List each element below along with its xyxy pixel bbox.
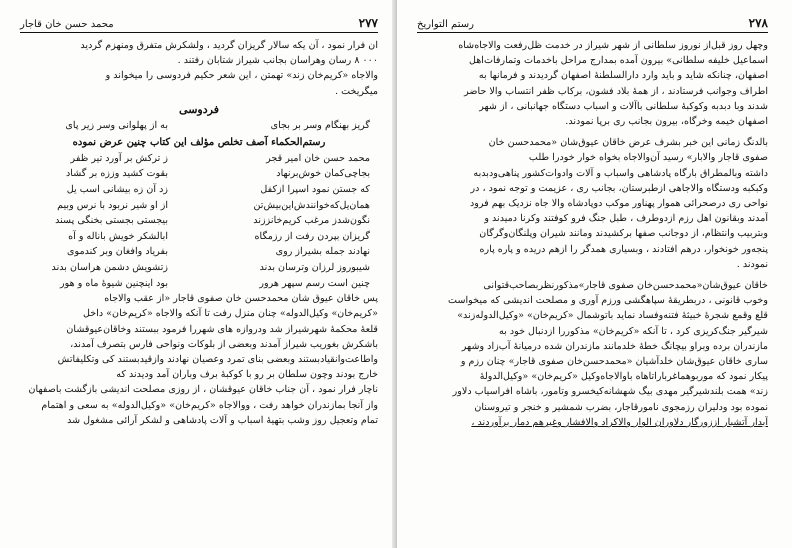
text-line: شیرگیر جنگ‌کریزی کرد ، تا آنکه «کریم‌خان» مذکوررا ازدنبال خود به: [498, 325, 768, 337]
left-page-running-title: محمد حسن خان قاجار: [20, 19, 114, 30]
right-page: [396, 0, 792, 548]
right-page-number: ۲۷۸: [748, 16, 768, 30]
paragraph: [417, 278, 768, 430]
text-line: آبدار آتشبار اززورگار دلاوران الوار والاکراد والافشار وغیرهم دمار برآوردند ،: [471, 416, 768, 428]
text-line: ان فرار نمود ، آن یکه سالار گریزان گردید ، ولشکرش متفرق ومنهزم گردید: [80, 40, 378, 51]
verse-row: [20, 276, 378, 292]
left-page-header: [20, 14, 378, 33]
text-line: پنجه‌ور خونخوار، درهم افتادند ، وبسیاری همدگر را ازهم دریده و پاره پاره: [479, 243, 768, 255]
verse-row: [20, 118, 378, 134]
verse-row: [20, 229, 378, 245]
right-page-running-title: رستم التواریخ: [417, 19, 474, 30]
verse-hemistich: همان‌یل‌که‌خوانندش‌این‌بیش‌تن: [253, 199, 370, 211]
text-line: قلع وقمع شجرهٔ خبیثهٔ فتنه‌وفساد نماید باتوشمال «کریم‌خان» «وکیل‌الدوله‌زند»: [457, 310, 768, 322]
verse-hemistich: بقوت کشید وززه بر گشاد: [66, 168, 168, 180]
text-line: خاقان عیوق‌شان«محمدحسن‌خان صفوی قاجار»مذکورنظربصاحب‌قتوانی: [483, 280, 768, 292]
verse-hemistich: چنین است رسم سپهر هرور: [259, 277, 370, 289]
text-line: زند» همت بلندشیرگیر مهدی بیگ شهشانه‌کیخسرو وتامور، باشاه افراسیاب دلاور: [452, 386, 768, 398]
text-line: ۰۰۰ ۸ رسان وهراسان بجانب شیراز شتابان رفتند .: [177, 55, 378, 67]
verse-row: [20, 182, 378, 198]
verse-hemistich: گریز بهنگام وسر بر بجای: [270, 120, 370, 132]
text-line: صفوی قاجار والابار» رسید آن‌والاجاه بخواه خوار خودرا طلب: [528, 152, 768, 164]
verse-row: [20, 198, 378, 214]
text-line: پیکار نمود که موربوهماغرباراتاهاه باوالاجاه‌وکیل «کریم‌خان» «وکیل‌الدولهٔ: [479, 371, 768, 383]
text-line: وچهل روز قبل‌از نوروز سلطانی از شهر شیراز در خدمت ظل‌رفعت والاجاه‌شاه: [458, 40, 768, 51]
poet-heading: فردوسی: [179, 102, 219, 116]
text-line: مازندران برده وبراو بیچانگ خطهٔ خلدمانند مازندران شده درمیانهٔ آب‌زاد وشهر: [461, 340, 768, 352]
text-line: شدند وبا دبدبه وکوکبهٔ سلطانی باآلات و اسباب دستگاه جهانبانی ، از شهر: [479, 100, 768, 112]
verse-row: [20, 213, 378, 229]
right-page-body: [417, 38, 768, 430]
verse-row: [20, 166, 378, 182]
verse-hemistich: بفریاد وافغان وبر کندموی: [66, 246, 168, 258]
verse-hemistich: محمد حسن خان امیر قجر: [266, 152, 370, 164]
verse-hemistich: نگون‌شدز مرغب کریم‌خانززند: [253, 215, 370, 227]
verse-hemistich: بجاچی‌کمان خوش‌برنهاد: [276, 168, 370, 180]
text-line: نمودند .: [736, 258, 768, 270]
verse-hemistich: که جستن نمود اسپرا ازکفل: [260, 184, 370, 195]
text-line: نواحی ری درصحرائی هموار پهناور موکب دوپادشاه والا جاه نزدیک بهم فرود: [469, 198, 768, 210]
verse-row: [20, 244, 378, 260]
verse-hemistich: بیجستی بجستی بخنگی پسند: [55, 215, 168, 227]
text-line: ساری خاقان عیوق‌شان خلدآشیان «محمدحسن‌خان صفوی قاجار» چنان رزم و: [460, 356, 768, 368]
text-line: تمام وتعجیل روز وشب بتهیهٔ اسباب و آلات پادشاهی و لشکر آرائی مشغول شد: [67, 414, 378, 426]
text-line: اطراف وجوانب فرستادند ، از همهٔ بلاد فشون، برکاب ظفر انتساب والا حاضر: [464, 85, 768, 97]
text-line: والاجاه «کریم‌خان زند» تهمتن ، این شعر حکیم فردوسی را میخواند و: [105, 70, 378, 82]
verse-hemistich: بود اینچنین شیوهٔ ماه و هور: [60, 277, 168, 289]
verse-hemistich: به از پهلوانی وسر زیر پای: [65, 120, 168, 132]
left-page-body: [20, 38, 378, 428]
text-line: وبتربیب وانتظام، از دوجانب صفها برکشیدند ومانند شیران وپلنگان‌وگرگان: [479, 228, 768, 240]
text-line: آمدند وبقانون اهل رزم ازدوطرف ، طبل جنگ فرو کوفتند وکرنا دمیدند و: [484, 213, 768, 225]
verse-row: [20, 260, 378, 276]
text-line: خارج بودند وچون سلطان بر رو با کوکبهٔ برف وباران آمد ودیدند که: [116, 369, 378, 381]
text-line: وخوب قانونی ، دربطریقهٔ سپاهگشی ورزم آوری و مصلحت اندیشی که میخواست: [448, 295, 768, 307]
verse-hemistich: نهادند جمله بشیراز روی: [275, 246, 370, 258]
text-line: بالدنگ زمانی این خبر بشرف عرض خاقان عیوق‌شان «محمدحسن خان: [488, 137, 768, 149]
paragraph: [417, 135, 768, 272]
text-line: ناچار فرار نمود ، آن جناب خاقان عیوقشان ، از روزی مصلحت اندیشی بازگشت باصفهان: [28, 384, 378, 396]
text-line: میگریخت .: [334, 85, 378, 97]
verse-hemistich: ابالشکر خویش باناله و آه: [68, 230, 168, 242]
verse-hemistich: از او شیر نربود با نرس وبیم: [57, 199, 168, 211]
text-line: باشکرش بغوریب شیراز آمدند وبعضی از بلوکات ونواحی فارس بتصرف آمدند،: [70, 338, 378, 350]
left-page-number: ۲۷۷: [358, 16, 378, 30]
author-heading: رستم‌الحکماء آصف تخلص مؤلف این کتاب چنین عرض نموده: [72, 136, 326, 148]
verse-hemistich: زد آن زه بیشانی اسب یل: [66, 184, 168, 195]
text-line: «کریم‌خان» وکیل‌الدوله» چنان منزل رفت تا آنکه والاجاه «کریم‌خان» داخل: [83, 308, 378, 320]
verse-hemistich: گریزان بپردن رفت از رزمگاه: [254, 230, 370, 242]
text-line: وکبکبه ودستگاه والاجاهی ازطبرستان، بجانب ری ، عزیمت و توجه نمود ، در: [470, 182, 768, 194]
text-line: پس خاقان عیوق شان محمدحسن خان صفوی قاجار «از عقب والاجاه: [104, 293, 378, 305]
right-page-header: [417, 14, 768, 33]
verse-row: [20, 151, 378, 167]
verse-hemistich: زتشویش دشمن هراسان بدند: [51, 261, 168, 273]
text-line: داشته وبالمطراق بارگاه پادشاهی واسباب و آلات وادوات‌کشور پناهی‌ودبدبه: [473, 167, 768, 179]
verse-hemistich: ز ترکش بر آورد تیر ظفر: [70, 152, 168, 164]
text-line: واز آنجا بمازندران خواهد رفت ، ووالاجاه «کریم‌خان» «وکیل‌الدوله» به سعی و اهتمام: [41, 399, 378, 411]
paragraph: [417, 38, 768, 129]
text-line: اصفهان خیمه وخرگاه، بیرون بجانب ری برپا نمودند.: [565, 116, 768, 128]
text-line: اصفهان، چنانکه شاید و باید وارد دارالسلطنهٔ اصفهان گردیدند و فرمانها به: [478, 70, 768, 82]
text-line: اسماعیل خلیفه سلطانی» بیرون آمده بمدارج مراحل باخدمات وتمارفات‌اهل: [468, 55, 768, 67]
verse-hemistich: شیبوروز لرزان وترسان بدند: [259, 261, 370, 273]
text-line: واطاعت‌وانقیادبستند وبعضی بنای تمرد وعصیان نهادند وازقیدبستند کی وتکلیفاتش: [57, 353, 378, 365]
text-line: قلعهٔ محکمهٔ شهرشیراز شد ودروازه های شهررا فرمود ببستند وخاقان‌عیوقشان: [66, 323, 378, 335]
poem-block: [20, 151, 378, 291]
text-line: نموده بود ودلیران رزمجوی نامورقاجار، بضرب شمشیر و خنجر و تیرو‌سنان: [474, 401, 768, 413]
